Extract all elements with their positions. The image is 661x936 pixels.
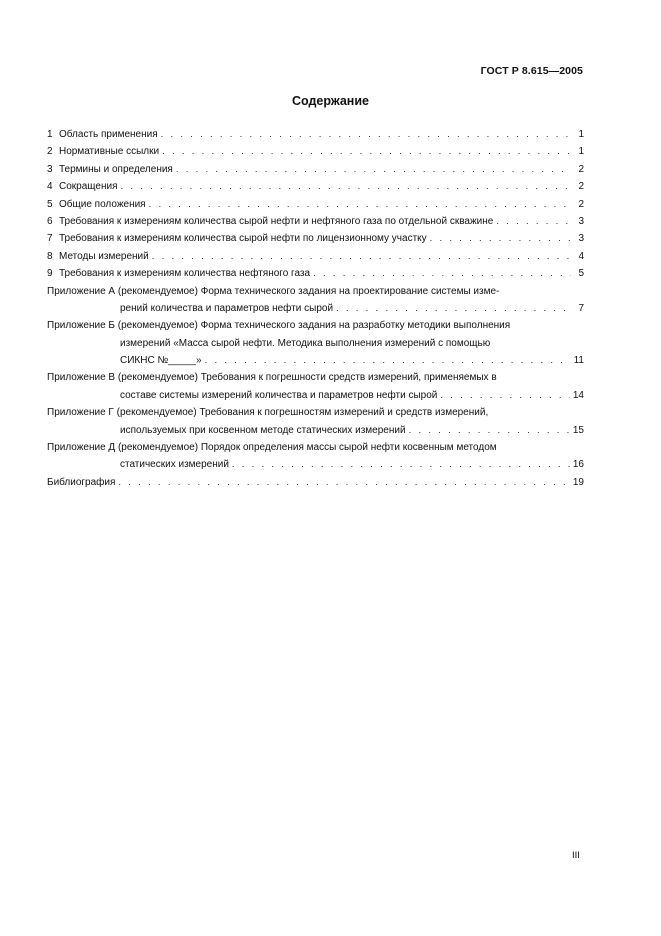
leader-dots (120, 178, 571, 195)
leader-dots (176, 161, 571, 178)
leader-dots (430, 230, 571, 247)
appendix-title-line: Приложение А (рекомендуемое) Форма технического задания на проектирование системы изме- (47, 285, 500, 297)
toc-appendix-b[interactable] (47, 317, 584, 369)
appendix-title-line: Приложение Д (рекомендуемое) Порядок определения массы сырой нефти косвенным методом (47, 442, 497, 454)
toc-entry-page: 5 (578, 268, 584, 280)
appendix-title-line: Приложение В (рекомендуемое) Требования к погрешности средств измерений, применяемых в (47, 372, 497, 384)
toc-entry-page: 16 (572, 459, 584, 471)
toc-entry-title: Термины и определения (59, 163, 173, 175)
toc-appendix-g[interactable] (47, 404, 584, 439)
appendix-title-line: Приложение Б (рекомендуемое) Форма технического задания на разработку методики выполнения (47, 320, 511, 332)
toc-entry-page: 7 (578, 302, 584, 314)
toc-entry-title: Область применения (59, 129, 158, 140)
toc-entry-title: Нормативные ссылки (59, 146, 160, 158)
toc-appendix-d[interactable] (47, 439, 584, 474)
toc-entry-number: 3 (47, 163, 53, 175)
toc-entry-7[interactable] (47, 230, 584, 247)
toc-entry-page: 11 (573, 355, 584, 367)
toc-entry-page: 19 (572, 476, 584, 488)
toc-entry-5[interactable] (47, 196, 584, 213)
leader-dots (232, 456, 570, 473)
toc-entry-number: 4 (47, 181, 53, 193)
leader-dots (162, 143, 571, 160)
appendix-title-line: составе системы измерений количества и параметров нефти сырой (120, 389, 438, 401)
toc-entry-page: 15 (572, 424, 584, 436)
toc-entry-page: 1 (578, 146, 584, 158)
toc-entry-bibliography[interactable] (47, 474, 584, 491)
leader-dots (152, 248, 571, 265)
toc-entry-number: 1 (47, 129, 53, 140)
page-title: Содержание (291, 94, 369, 108)
appendix-title-line: Приложение Г (рекомендуемое) Требования к погрешностям измерений и средств измерений, (47, 407, 489, 419)
toc-entry-title: Методы измерений (59, 250, 149, 262)
leader-dots (440, 387, 570, 404)
toc-entry-number: 7 (47, 233, 53, 245)
toc-entry-page: 14 (572, 389, 584, 401)
leader-dots (313, 265, 571, 282)
leader-dots (336, 300, 571, 317)
toc-entry-page: 3 (578, 215, 584, 227)
toc-entry-title: Библиография (47, 476, 116, 488)
toc-appendix-a[interactable] (47, 283, 584, 318)
appendix-title-line: статических измерений (120, 459, 229, 471)
leader-dots (161, 126, 571, 143)
appendix-title-line: СИКНС №_____» (120, 355, 202, 367)
appendix-title-line: рений количества и параметров нефти сырой (120, 302, 334, 314)
toc-entry-3[interactable] (47, 161, 584, 178)
leader-dots (205, 352, 571, 369)
toc-entry-title: Общие положения (59, 198, 146, 210)
toc-entry-6[interactable] (47, 213, 584, 230)
leader-dots (496, 213, 571, 230)
toc-entry-9[interactable] (47, 265, 584, 282)
toc-entry-number: 8 (47, 250, 53, 262)
toc-entry-1[interactable] (47, 126, 584, 143)
toc-entry-page: 3 (578, 233, 584, 245)
leader-dots (118, 474, 569, 491)
standard-code: ГОСТ Р 8.615—2005 (480, 65, 583, 77)
leader-dots (149, 196, 571, 213)
toc-entry-2[interactable] (47, 143, 584, 160)
appendix-title-line: измерений «Масса сырой нефти. Методика выполнения измерений с помощью (120, 337, 491, 349)
toc-entry-number: 2 (47, 146, 53, 158)
leader-dots (409, 422, 570, 439)
toc-entry-8[interactable] (47, 248, 584, 265)
page-number: III (572, 850, 580, 861)
toc-entry-title: Требования к измерениям количества сырой нефти по лицензионному участку (59, 233, 427, 245)
toc-entry-title: Требования к измерениям количества сырой нефти и нефтяного газа по отдельной скважине (59, 215, 494, 227)
toc-entry-page: 2 (578, 181, 584, 193)
toc-entry-title: Сокращения (59, 181, 118, 193)
toc-entry-number: 9 (47, 268, 53, 280)
toc-entry-number: 5 (47, 198, 53, 210)
table-of-contents (47, 126, 584, 491)
appendix-title-line: используемых при косвенном методе статических измерений (120, 424, 406, 436)
toc-entry-title: Требования к измерениям количества нефтяного газа (59, 268, 311, 280)
toc-entry-page: 2 (578, 163, 584, 175)
toc-entry-page: 1 (578, 129, 584, 140)
toc-entry-page: 2 (578, 198, 584, 210)
toc-entry-4[interactable] (47, 178, 584, 195)
toc-appendix-v[interactable] (47, 369, 584, 404)
toc-entry-page: 4 (578, 250, 584, 262)
toc-entry-number: 6 (47, 215, 53, 227)
